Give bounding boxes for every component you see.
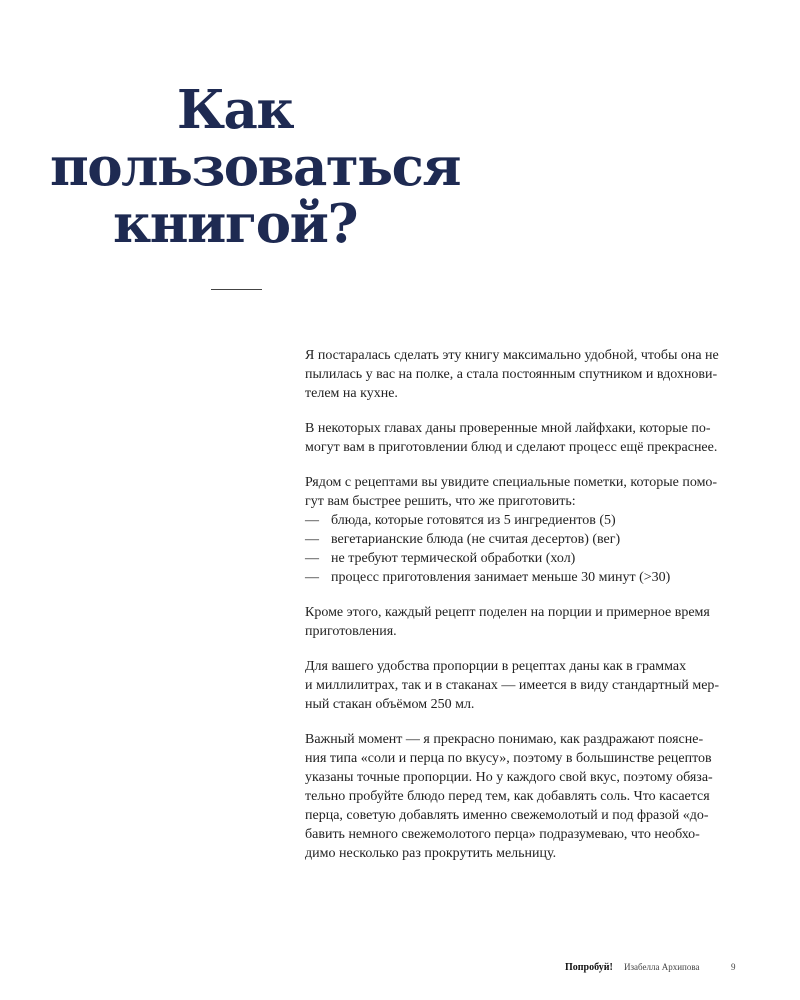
- markers-list: [305, 511, 735, 587]
- page-footer: [0, 962, 800, 976]
- marker-text: блюда, которые готовятся из 5 ингредиентов (5): [331, 513, 616, 528]
- paragraph-portions: [305, 603, 735, 641]
- list-dash: —: [305, 513, 319, 528]
- paragraph-seasoning: [305, 730, 735, 863]
- marker-text: не требуют термической обработки (хол): [331, 551, 576, 566]
- text-line: димо несколько раз прокрутить мельницу.: [305, 846, 557, 861]
- text-line: ния типа «соли и перца по вкусу», поэтому в большинстве рецептов: [305, 751, 712, 766]
- text-line: указаны точные пропорции. Но у каждого свой вкус, поэтому обяза-: [305, 770, 713, 785]
- list-item: [305, 568, 735, 587]
- text-line: и миллилитрах, так и в стаканах — имеется в виду стандартный мер-: [305, 678, 720, 693]
- page-number: 9: [731, 962, 736, 972]
- list-dash: —: [305, 551, 319, 566]
- paragraph-markers-intro: [305, 473, 735, 511]
- paragraph-intro: [305, 346, 735, 403]
- marker-text: процесс приготовления занимает меньше 30 минут (>30): [331, 570, 671, 585]
- list-item: [305, 511, 735, 530]
- page-title-line: книгой?: [112, 193, 358, 255]
- text-line: тельно пробуйте блюдо перед тем, как добавлять соль. Что касается: [305, 789, 710, 804]
- text-line: гут вам быстрее решить, что же приготовить:: [305, 494, 576, 509]
- text-line: телем на кухне.: [305, 386, 398, 401]
- page-title: [50, 79, 461, 255]
- text-line: Для вашего удобства пропорции в рецептах даны как в граммах: [305, 659, 687, 674]
- text-line: перца, советую добавлять именно свежемолотый и под фразой «до-: [305, 808, 709, 823]
- text-line: пылилась у вас на полке, а стала постоянным спутником и вдохнови-: [305, 367, 718, 382]
- text-line: могут вам в приготовлении блюд и сделают процесс ещё прекраснее.: [305, 440, 718, 455]
- list-item: [305, 549, 735, 568]
- list-item: [305, 530, 735, 549]
- paragraph-units: [305, 657, 735, 714]
- page-title-line: Как: [176, 79, 294, 141]
- text-line: Я постаралась сделать эту книгу максимально удобной, чтобы она не: [305, 348, 719, 363]
- body-text: [305, 346, 735, 879]
- text-line: Важный момент — я прекрасно понимаю, как раздражают поясне-: [305, 732, 704, 747]
- text-line: Рядом с рецептами вы увидите специальные пометки, которые помо-: [305, 475, 718, 490]
- text-line: ный стакан объёмом 250 мл.: [305, 697, 475, 712]
- text-line: бавить немного свежемолотого перца» подразумеваю, что необхо-: [305, 827, 700, 842]
- marker-text: вегетарианские блюда (не считая десертов) (вег): [331, 532, 621, 547]
- paragraph-lifehacks: [305, 419, 735, 457]
- text-line: приготовления.: [305, 624, 397, 639]
- footer-author: Изабелла Архипова: [624, 962, 700, 972]
- title-divider: [211, 289, 262, 290]
- text-line: Кроме этого, каждый рецепт поделен на порции и примерное время: [305, 605, 710, 620]
- page-title-line: пользоваться: [50, 136, 461, 198]
- list-dash: —: [305, 570, 319, 585]
- text-line: В некоторых главах даны проверенные мной лайфхаки, которые по-: [305, 421, 711, 436]
- list-dash: —: [305, 532, 319, 547]
- footer-book-title: Попробуй!: [565, 962, 613, 973]
